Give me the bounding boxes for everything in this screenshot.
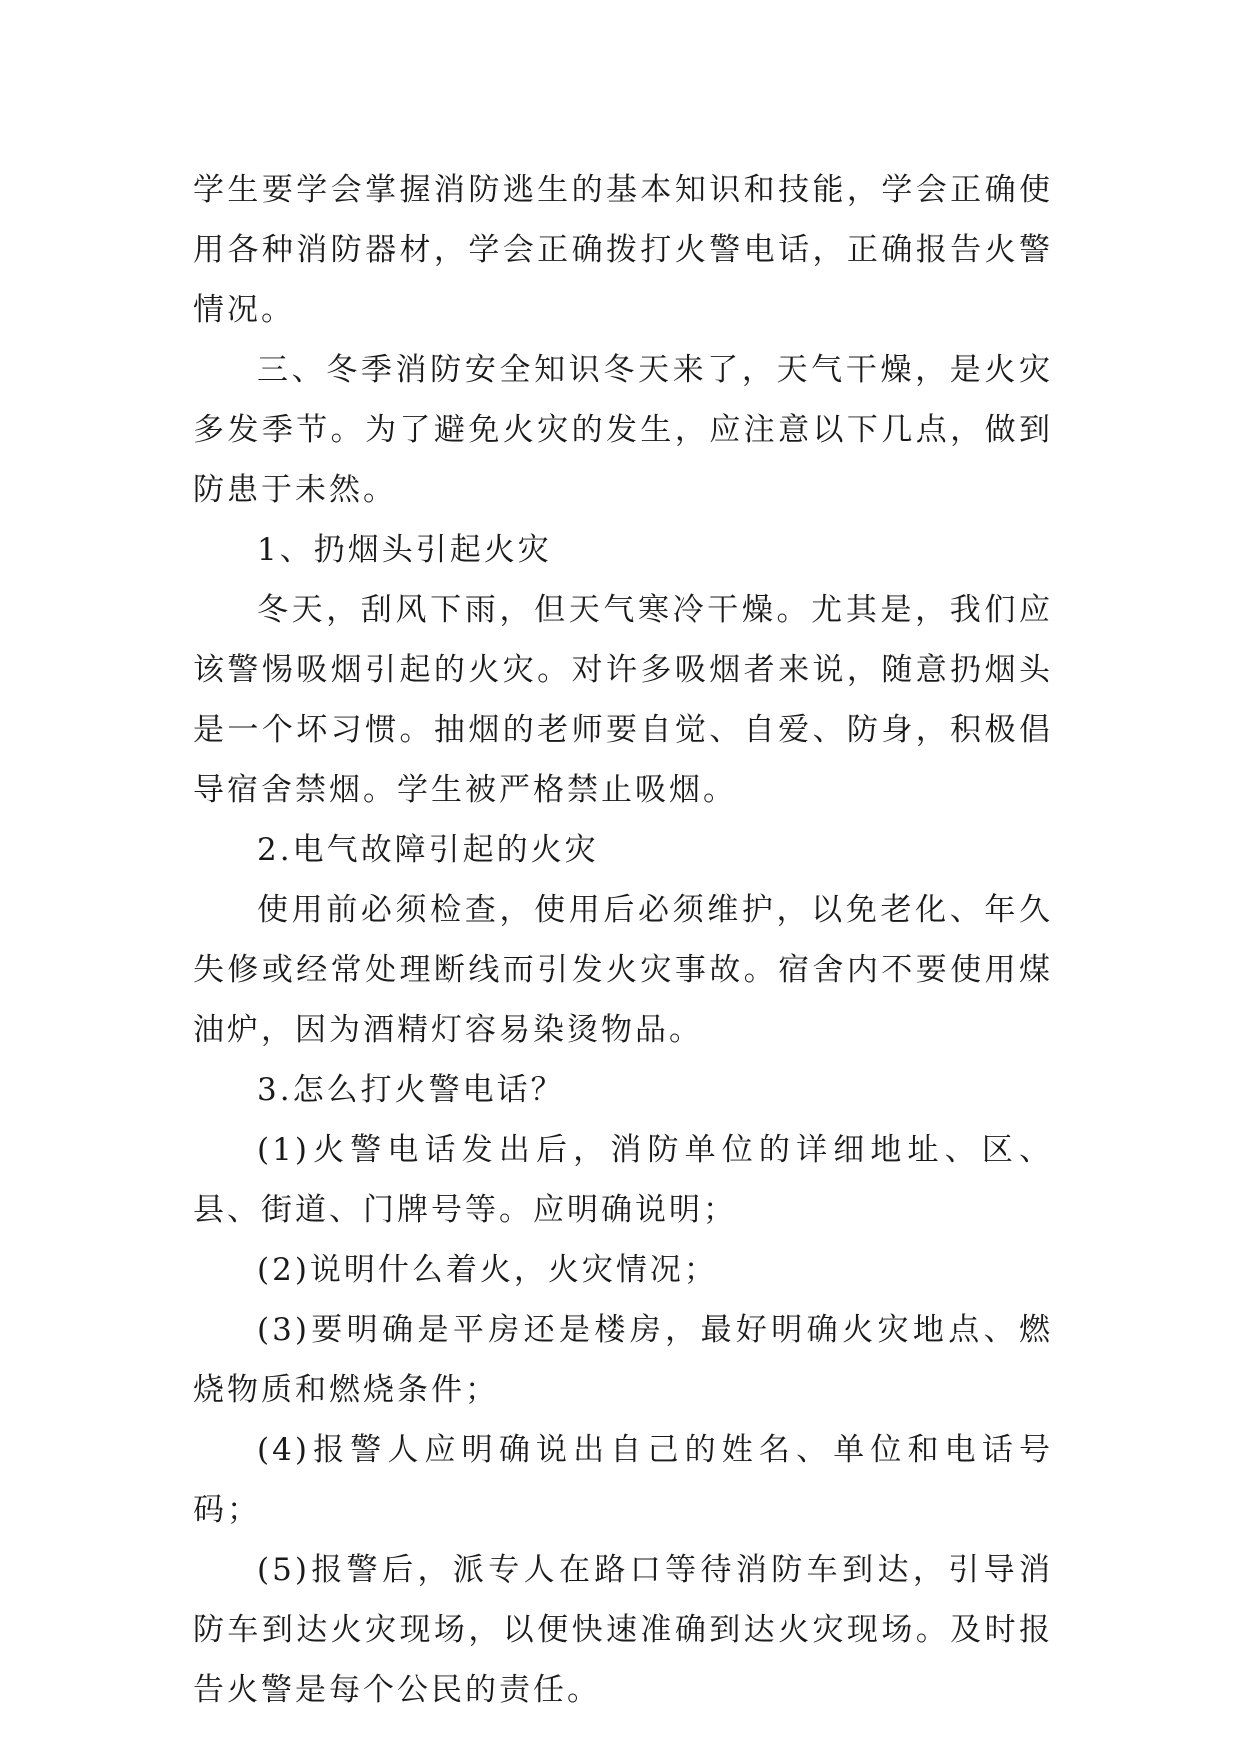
list-item-4: (4)报警人应明确说出自己的姓名、单位和电话号码； — [193, 1432, 1053, 1528]
list-item-2: (2)说明什么着火，火灾情况； — [257, 1252, 718, 1288]
document-body — [193, 160, 1053, 1720]
paragraph-item-heading-1: 1、扔烟头引起火灾 — [257, 532, 552, 568]
paragraph-item-heading-3: 3.怎么打火警电话？ — [257, 1072, 565, 1108]
paragraph-continuation: 学生要学会掌握消防逃生的基本知识和技能，学会正确使用各种消防器材，学会正确拨打火警电话，正确报告火警情况。 — [193, 172, 1053, 328]
list-item-1: (1)火警电话发出后，消防单位的详细地址、区、县、街道、门牌号等。应明确说明； — [193, 1132, 1053, 1228]
paragraph-body-2: 使用前必须检查，使用后必须维护，以免老化、年久失修或经常处理断线而引发火灾事故。宿舍内不要使用煤油炉，因为酒精灯容易染烫物品。 — [193, 892, 1053, 1048]
paragraph-item-heading-2: 2.电气故障引起的火灾 — [257, 832, 599, 868]
list-item-3: (3)要明确是平房还是楼房，最好明确火灾地点、燃烧物质和燃烧条件； — [193, 1312, 1053, 1408]
paragraph-body-1: 冬天，刮风下雨，但天气寒冷干燥。尤其是，我们应该警惕吸烟引起的火灾。对许多吸烟者来说，随意扔烟头是一个坏习惯。抽烟的老师要自觉、自爱、防身，积极倡导宿舍禁烟。学生被严格禁止吸烟。 — [193, 592, 1053, 808]
list-item-5: (5)报警后，派专人在路口等待消防车到达，引导消防车到达火灾现场，以便快速准确到达火灾现场。及时报告火警是每个公民的责任。 — [193, 1552, 1053, 1708]
paragraph-section-heading: 三、冬季消防安全知识冬天来了，天气干燥，是火灾多发季节。为了避免火灾的发生，应注意以下几点，做到防患于未然。 — [193, 352, 1053, 508]
